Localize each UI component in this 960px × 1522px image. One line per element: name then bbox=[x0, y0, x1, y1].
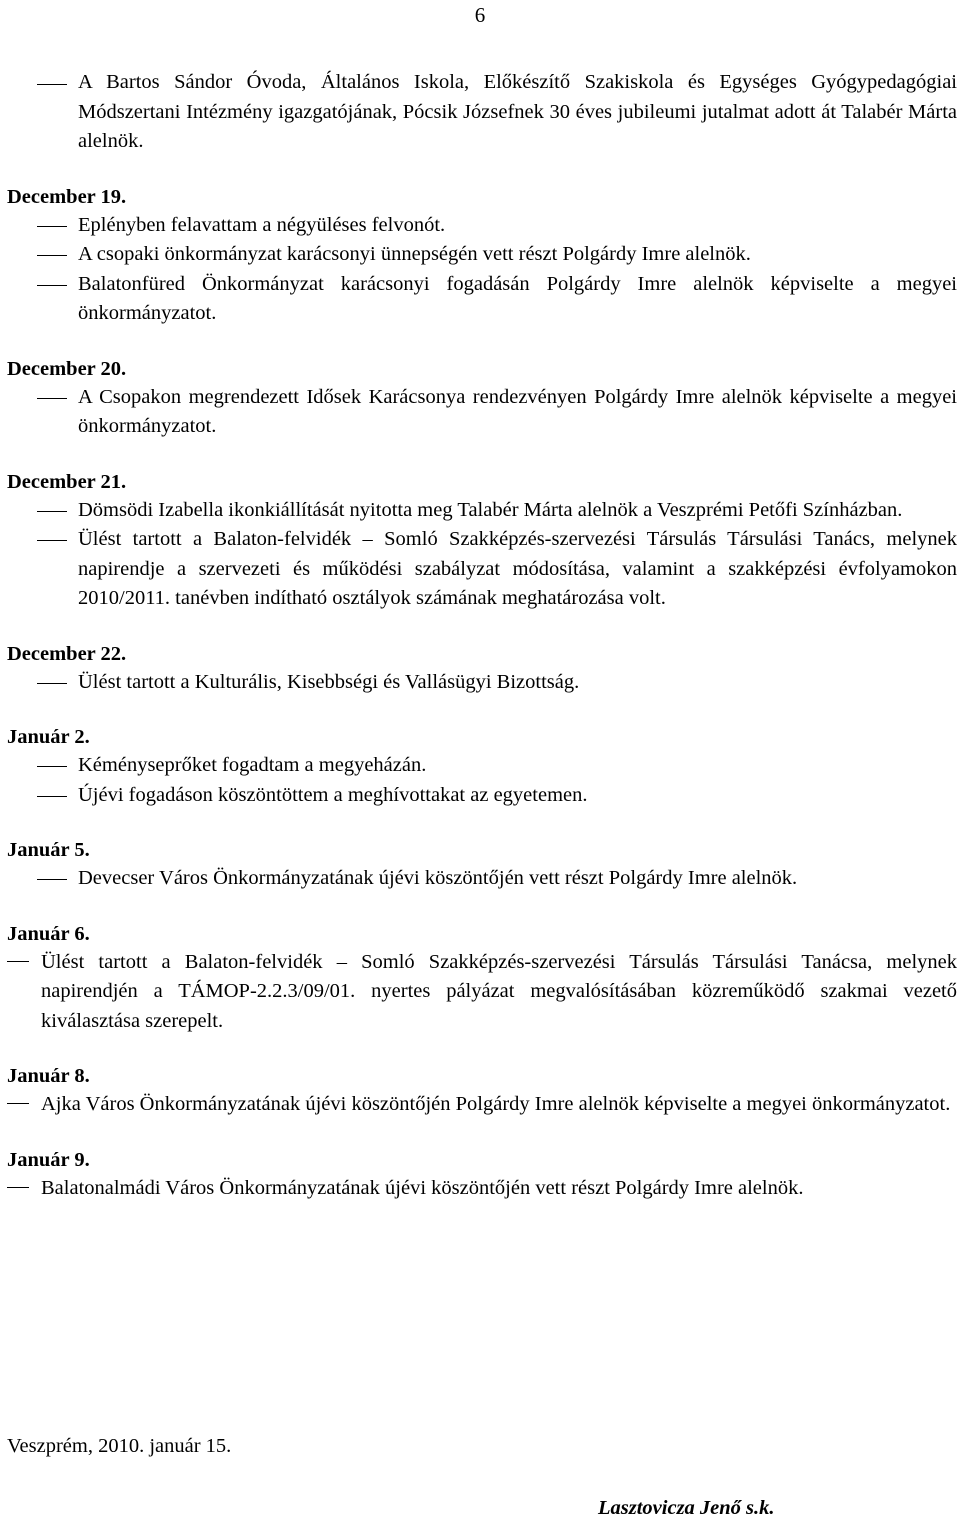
page-number: 6 bbox=[474, 3, 486, 27]
list-item bbox=[7, 525, 957, 614]
list-item-text: A Bartos Sándor Óvoda, Általános Iskola, Előkészítő Szakiskola és Egységes Gyógypedagógiai Módszertani Intézmény igazgatójának, Pócsik Józsefnek 30 éves jubileumi jutalmat adott át Talabér Márta alelnök. bbox=[78, 71, 957, 152]
list-item-text: Kéményseprőket fogadtam a megyeházán. bbox=[78, 754, 427, 776]
section-januar-6 bbox=[7, 920, 957, 1037]
list-item bbox=[7, 68, 957, 157]
dash-bullet-icon bbox=[7, 948, 29, 978]
section-december-22 bbox=[7, 640, 957, 698]
list-item-text: Dömsödi Izabella ikonkiállítását nyitotta meg Talabér Márta alelnök a Veszprémi Petőfi Színházban. bbox=[78, 498, 903, 521]
date-heading: Január 8. bbox=[7, 1065, 90, 1087]
dash-bullet-icon bbox=[37, 211, 67, 241]
list-item bbox=[7, 751, 957, 781]
dash-bullet-icon bbox=[37, 496, 67, 526]
dash-bullet-icon bbox=[7, 1174, 29, 1204]
date-heading: Január 6. bbox=[7, 922, 90, 945]
date-heading: December 19. bbox=[7, 185, 127, 208]
list-item-text: Ülést tartott a Balaton-felvidék – Somló Szakképzés-szervezési Társulás Társulási Tanács, melynek napirendje a szervezeti és működési szabályzat módosítása, valamint a szakképzési évfolyamokon 2010/2011. tanévben indítható osztályok számának meghatározása volt. bbox=[78, 528, 957, 609]
list-item bbox=[7, 270, 957, 329]
place-and-date: Veszprém, 2010. január 15. bbox=[7, 1435, 232, 1457]
list-item bbox=[7, 211, 957, 241]
list-item bbox=[7, 781, 957, 811]
intro-section bbox=[7, 68, 957, 157]
list-item bbox=[7, 948, 957, 1037]
dash-bullet-icon bbox=[37, 668, 67, 698]
section-januar-5 bbox=[7, 836, 957, 894]
list-item-text: Újévi fogadáson köszöntöttem a meghívottakat az egyetemen. bbox=[78, 783, 588, 806]
section-januar-9 bbox=[7, 1146, 957, 1204]
list-item bbox=[7, 496, 957, 526]
section-december-19 bbox=[7, 183, 957, 329]
dash-bullet-icon bbox=[37, 383, 67, 413]
date-heading: Január 9. bbox=[7, 1148, 90, 1171]
dash-bullet-icon bbox=[37, 751, 67, 781]
date-heading: Január 5. bbox=[7, 839, 90, 861]
date-heading: December 21. bbox=[7, 470, 127, 493]
dash-bullet-icon bbox=[7, 1090, 29, 1120]
list-item-text: Ülést tartott a Kulturális, Kisebbségi és Vallásügyi Bizottság. bbox=[78, 670, 580, 693]
report-body bbox=[7, 68, 957, 1203]
list-item-text: Ajka Város Önkormányzatának újévi köszöntőjén Polgárdy Imre alelnök képviselte a megyei önkormányzatot. bbox=[41, 1093, 951, 1115]
list-item-text: Devecser Város Önkormányzatának újévi köszöntőjén vett részt Polgárdy Imre alelnök. bbox=[78, 867, 798, 889]
section-januar-8 bbox=[7, 1062, 957, 1120]
section-december-20 bbox=[7, 355, 957, 442]
dash-bullet-icon bbox=[37, 68, 67, 98]
list-item bbox=[7, 383, 957, 442]
date-heading: December 22. bbox=[7, 642, 127, 665]
list-item bbox=[7, 1090, 957, 1120]
list-item bbox=[7, 864, 957, 894]
dash-bullet-icon bbox=[37, 525, 67, 555]
dash-bullet-icon bbox=[37, 781, 67, 811]
list-item-text: Eplényben felavattam a négyüléses felvonót. bbox=[78, 213, 446, 236]
date-heading: December 20. bbox=[7, 357, 127, 380]
list-item bbox=[7, 668, 957, 698]
list-item-text: A csopaki önkormányzat karácsonyi ünnepségén vett részt Polgárdy Imre alelnök. bbox=[78, 243, 751, 265]
signature: Lasztovicza Jenő s.k. bbox=[598, 1497, 775, 1519]
list-item-text: Balatonfüred Önkormányzat karácsonyi fogadásán Polgárdy Imre alelnök képviselte a megyei önkormányzatot. bbox=[78, 272, 957, 324]
list-item bbox=[7, 1174, 957, 1204]
list-item bbox=[7, 240, 957, 270]
dash-bullet-icon bbox=[37, 864, 67, 894]
dash-bullet-icon bbox=[37, 270, 67, 300]
date-heading: Január 2. bbox=[7, 726, 90, 748]
list-item-text: Ülést tartott a Balaton-felvidék – Somló Szakképzés-szervezési Társulás Társulási Tanácsa, melynek napirendjén a TÁMOP-2.2.3/09/01. nyertes pályázat megvalósításában közreműködő szakmai vezető kiválasztása szerepelt. bbox=[41, 950, 957, 1032]
section-januar-2 bbox=[7, 723, 957, 810]
list-item-text: A Csopakon megrendezett Idősek Karácsonya rendezvényen Polgárdy Imre alelnök képviselte a megyei önkormányzatot. bbox=[78, 385, 957, 437]
list-item-text: Balatonalmádi Város Önkormányzatának újévi köszöntőjén vett részt Polgárdy Imre alelnök. bbox=[41, 1176, 804, 1199]
section-december-21 bbox=[7, 468, 957, 614]
dash-bullet-icon bbox=[37, 240, 67, 270]
